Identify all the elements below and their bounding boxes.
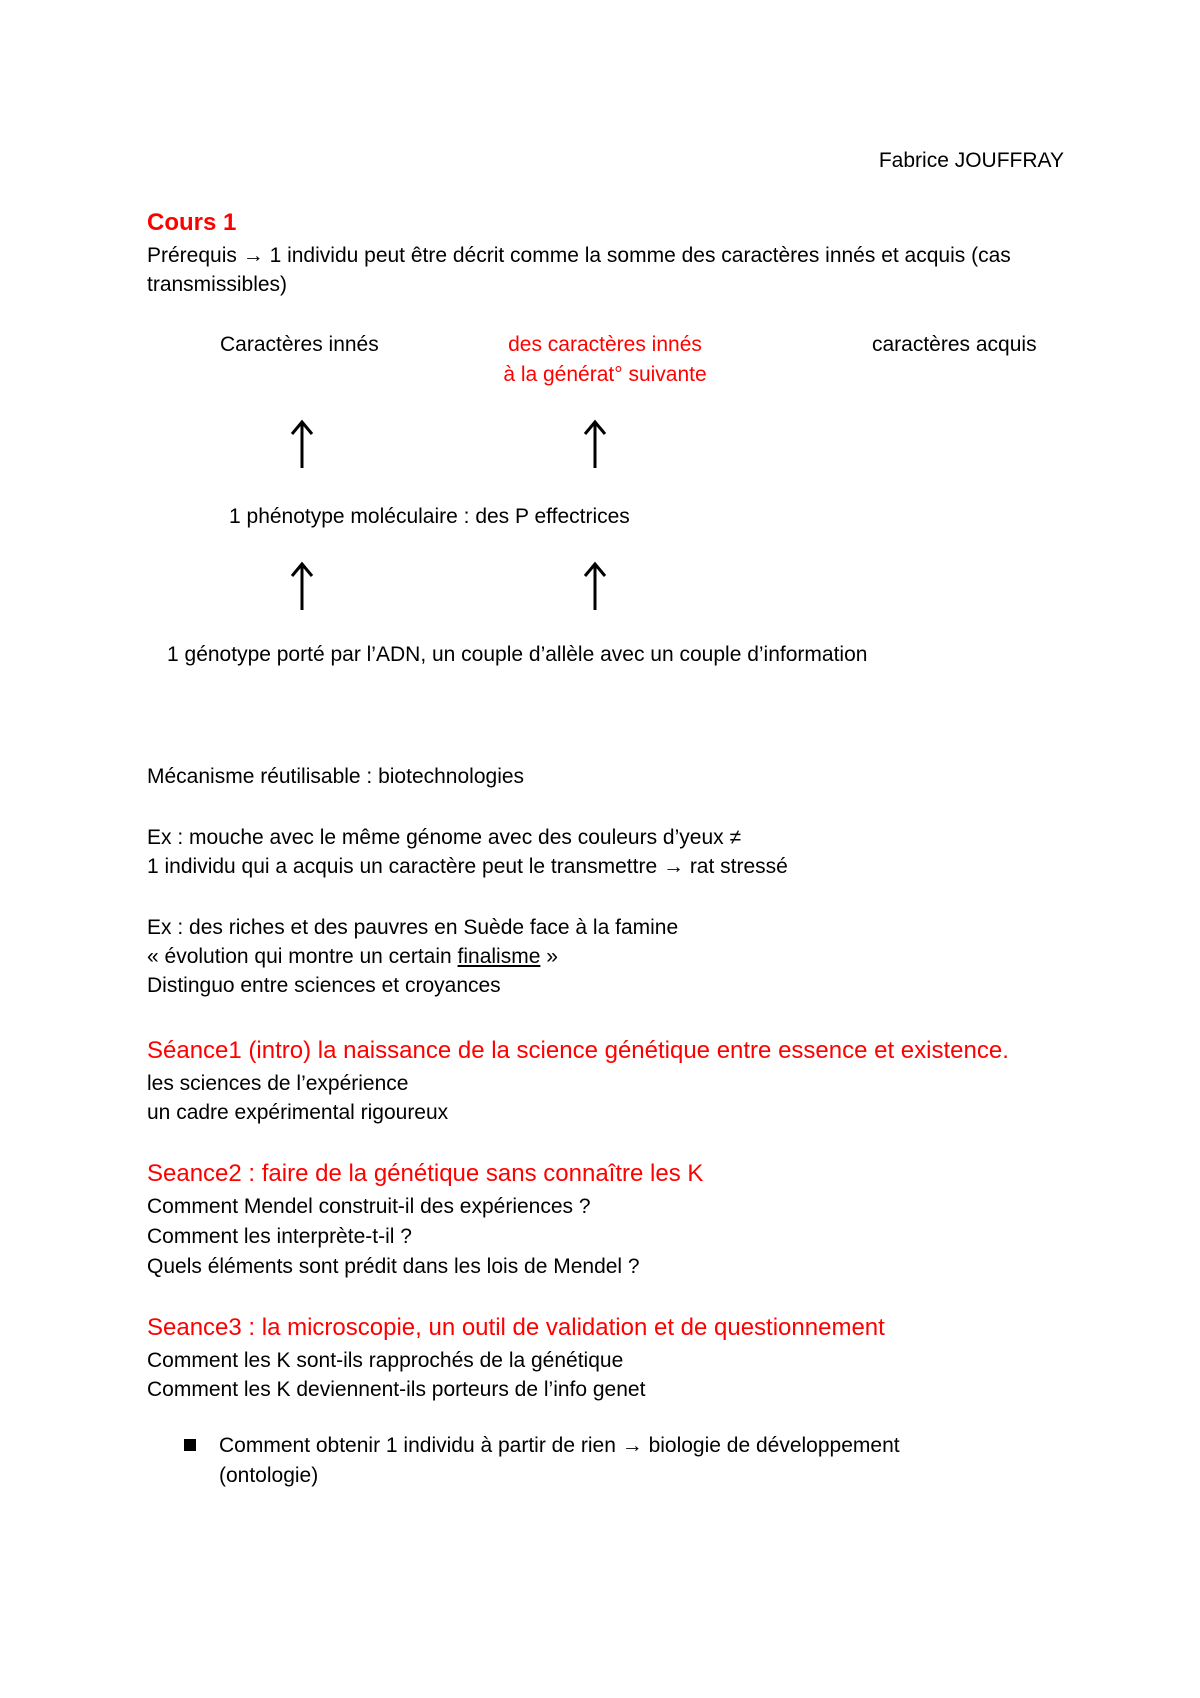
bullet-line-1 bbox=[219, 1431, 900, 1461]
diagram-phenotype: 1 phénotype moléculaire : des P effectrices bbox=[229, 505, 630, 528]
bullet-text: Comment obtenir 1 individu à partir de rien bbox=[219, 1434, 616, 1457]
right-arrow-icon: → bbox=[242, 244, 264, 267]
right-arrow-icon: → bbox=[662, 855, 684, 878]
acquired-transmission-line bbox=[147, 852, 788, 882]
seance3-line: Comment les K deviennent-ils porteurs de l’info genet bbox=[147, 1378, 646, 1401]
course-title: Cours 1 bbox=[147, 209, 237, 236]
seance2-line: Comment Mendel construit-il des expériences ? bbox=[147, 1195, 591, 1218]
mecanisme-line: Mécanisme réutilisable : biotechnologies bbox=[147, 765, 525, 788]
distinguo-line: Distinguo entre sciences et croyances bbox=[147, 974, 501, 997]
quote-text-end: » bbox=[546, 945, 558, 968]
prerequis-label: Prérequis bbox=[147, 244, 237, 267]
up-arrow-icon bbox=[580, 560, 610, 612]
finalisme-underlined: finalisme bbox=[457, 945, 541, 968]
prerequis-line-1 bbox=[147, 241, 1011, 271]
bullet-line-2: (ontologie) bbox=[219, 1464, 319, 1487]
seance1-line: les sciences de l’expérience bbox=[147, 1072, 409, 1095]
right-arrow-icon: → bbox=[621, 1434, 643, 1457]
up-arrow-icon bbox=[287, 560, 317, 612]
diagram-innate-traits: Caractères innés bbox=[220, 333, 379, 356]
diagram-genotype: 1 génotype porté par l’ADN, un couple d’allèle avec un couple d’information bbox=[167, 643, 868, 666]
seance2-title: Seance2 : faire de la génétique sans connaître les K bbox=[147, 1160, 704, 1187]
example-sweden-line: Ex : des riches et des pauvres en Suède face à la famine bbox=[147, 916, 679, 939]
example-fly-line: Ex : mouche avec le même génome avec des couleurs d’yeux ≠ bbox=[147, 826, 741, 849]
author-name: Fabrice JOUFFRAY bbox=[878, 149, 1064, 172]
bullet-result: biologie de développement bbox=[648, 1434, 900, 1457]
diagram-transmitted-traits-line-2: à la générat° suivante bbox=[503, 363, 707, 386]
acquired-transmission-result: rat stressé bbox=[689, 855, 788, 878]
square-bullet-icon bbox=[184, 1439, 196, 1451]
seance3-line: Comment les K sont-ils rapprochés de la génétique bbox=[147, 1349, 624, 1372]
seance2-line: Quels éléments sont prédit dans les lois de Mendel ? bbox=[147, 1255, 640, 1278]
prerequis-text: 1 individu peut être décrit comme la somme des caractères innés et acquis (cas bbox=[269, 244, 1011, 267]
up-arrow-icon bbox=[287, 418, 317, 470]
seance1-title: Séance1 (intro) la naissance de la science génétique entre essence et existence. bbox=[147, 1037, 1009, 1064]
diagram-acquired-traits: caractères acquis bbox=[872, 333, 1037, 356]
quote-text-start: « évolution qui montre un certain bbox=[147, 945, 452, 968]
prerequis-line-2: transmissibles) bbox=[147, 273, 288, 296]
up-arrow-icon bbox=[580, 418, 610, 470]
diagram-transmitted-traits-line-1: des caractères innés bbox=[508, 333, 702, 356]
seance1-line: un cadre expérimental rigoureux bbox=[147, 1101, 449, 1124]
seance2-line: Comment les interprète-t-il ? bbox=[147, 1225, 412, 1248]
seance3-title: Seance3 : la microscopie, un outil de validation et de questionnement bbox=[147, 1314, 885, 1341]
finalisme-quote-line bbox=[147, 942, 558, 972]
acquired-transmission-text: 1 individu qui a acquis un caractère peut le transmettre bbox=[147, 855, 658, 878]
